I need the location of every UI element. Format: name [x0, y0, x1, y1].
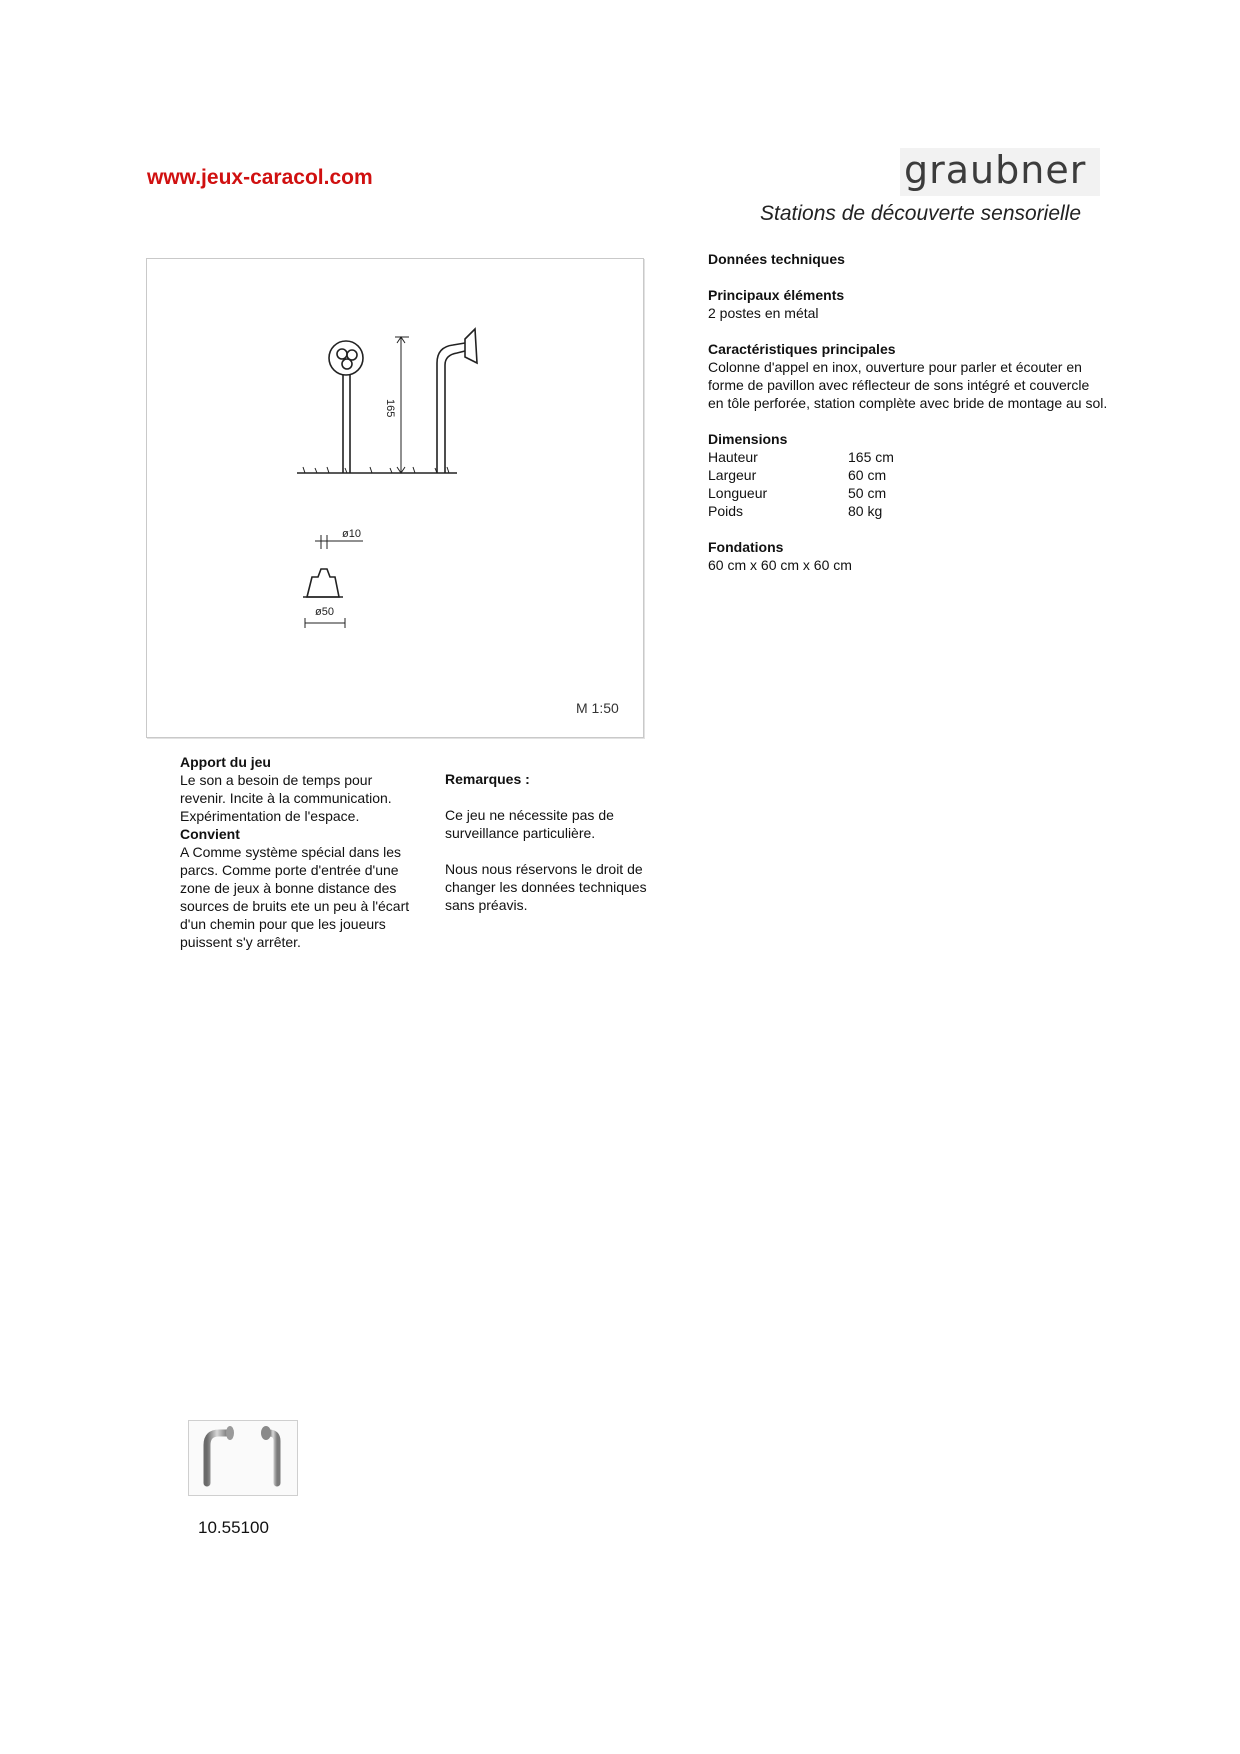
dimension-label: Poids: [708, 503, 744, 519]
dimension-label: Longueur: [708, 485, 768, 501]
tube-diameter-label: ø10: [342, 528, 361, 540]
dimensions-title: Dimensions: [708, 431, 788, 447]
benefit-title: Apport du jeu: [180, 754, 271, 770]
dimension-label: Largeur: [708, 467, 757, 483]
base-plan-view: [307, 569, 339, 597]
game-description: [180, 753, 420, 951]
features-text: Colonne d'appel en inox, ouverture pour parler et écouter en forme de pavillon avec réflecteur de sons intégré et couvercle en tôle perforée, station complète avec bride de montage au sol.: [708, 359, 1108, 411]
side-pipe-outer: [437, 343, 465, 473]
height-label: 165: [384, 399, 396, 418]
speaking-tube-horn: [226, 1426, 234, 1440]
specs-section-title: Données techniques: [708, 251, 845, 267]
foundations-title: Fondations: [708, 539, 784, 555]
features-title: Caractéristiques principales: [708, 341, 896, 357]
side-horn: [465, 329, 477, 363]
dimension-row: [708, 448, 1108, 466]
remarks-text: Ce jeu ne nécessite pas de surveillance particulière.: [445, 807, 614, 841]
base-diameter-label: ø50: [315, 606, 334, 618]
remarks: [445, 770, 675, 914]
components-title: Principaux éléments: [708, 287, 845, 303]
technical-specs: [708, 250, 1108, 592]
website-url: www.jeux-caracol.com: [147, 166, 373, 189]
speaking-tube-pole: [207, 1433, 227, 1483]
benefit-text: Le son a besoin de temps pour revenir. Incite à la communication. Expérimentation de l'espace.: [180, 772, 392, 824]
listening-tube-horn: [261, 1426, 271, 1440]
brand-logo: [900, 148, 1100, 196]
listening-tube-pole: [269, 1433, 277, 1483]
dimension-row: [708, 484, 1108, 502]
components-text: 2 postes en métal: [708, 305, 819, 321]
dimension-value: 165 cm: [848, 449, 894, 465]
dimension-value: 50 cm: [848, 485, 887, 501]
dimension-value: 60 cm: [848, 467, 887, 483]
sound-hole: [337, 349, 347, 359]
product-thumbnail-svg: [189, 1421, 297, 1495]
dimension-label: Hauteur: [708, 449, 758, 465]
sound-hole: [342, 359, 352, 369]
dimension-row: [708, 466, 1108, 484]
product-thumbnail: [188, 1420, 298, 1496]
technical-drawing-svg: [147, 259, 643, 737]
remarks-text: Nous nous réservons le droit de changer les données techniques sans préavis.: [445, 861, 647, 913]
dimension-row: [708, 502, 1108, 520]
foundations-text: 60 cm x 60 cm x 60 cm: [708, 557, 852, 573]
suitable-text: A Comme système spécial dans les parcs. Comme porte d'entrée d'une zone de jeux à bonne distance des sources de bruits ete un peu à l'écart d'un chemin pour que les joueurs puissent s'y arrêter.: [180, 844, 410, 950]
dimension-value: 80 kg: [848, 503, 883, 519]
brand-name: graubner: [904, 148, 1087, 192]
product-category-title: Stations de découverte sensorielle: [760, 202, 1082, 225]
side-pipe-inner: [445, 351, 465, 473]
suitable-title: Convient: [180, 826, 240, 842]
remarks-title: Remarques :: [445, 771, 530, 787]
grass-hatch: [303, 467, 449, 473]
article-number: 10.55100: [198, 1518, 269, 1537]
drawing-scale: M 1:50: [576, 700, 619, 716]
technical-drawing: [146, 258, 644, 738]
